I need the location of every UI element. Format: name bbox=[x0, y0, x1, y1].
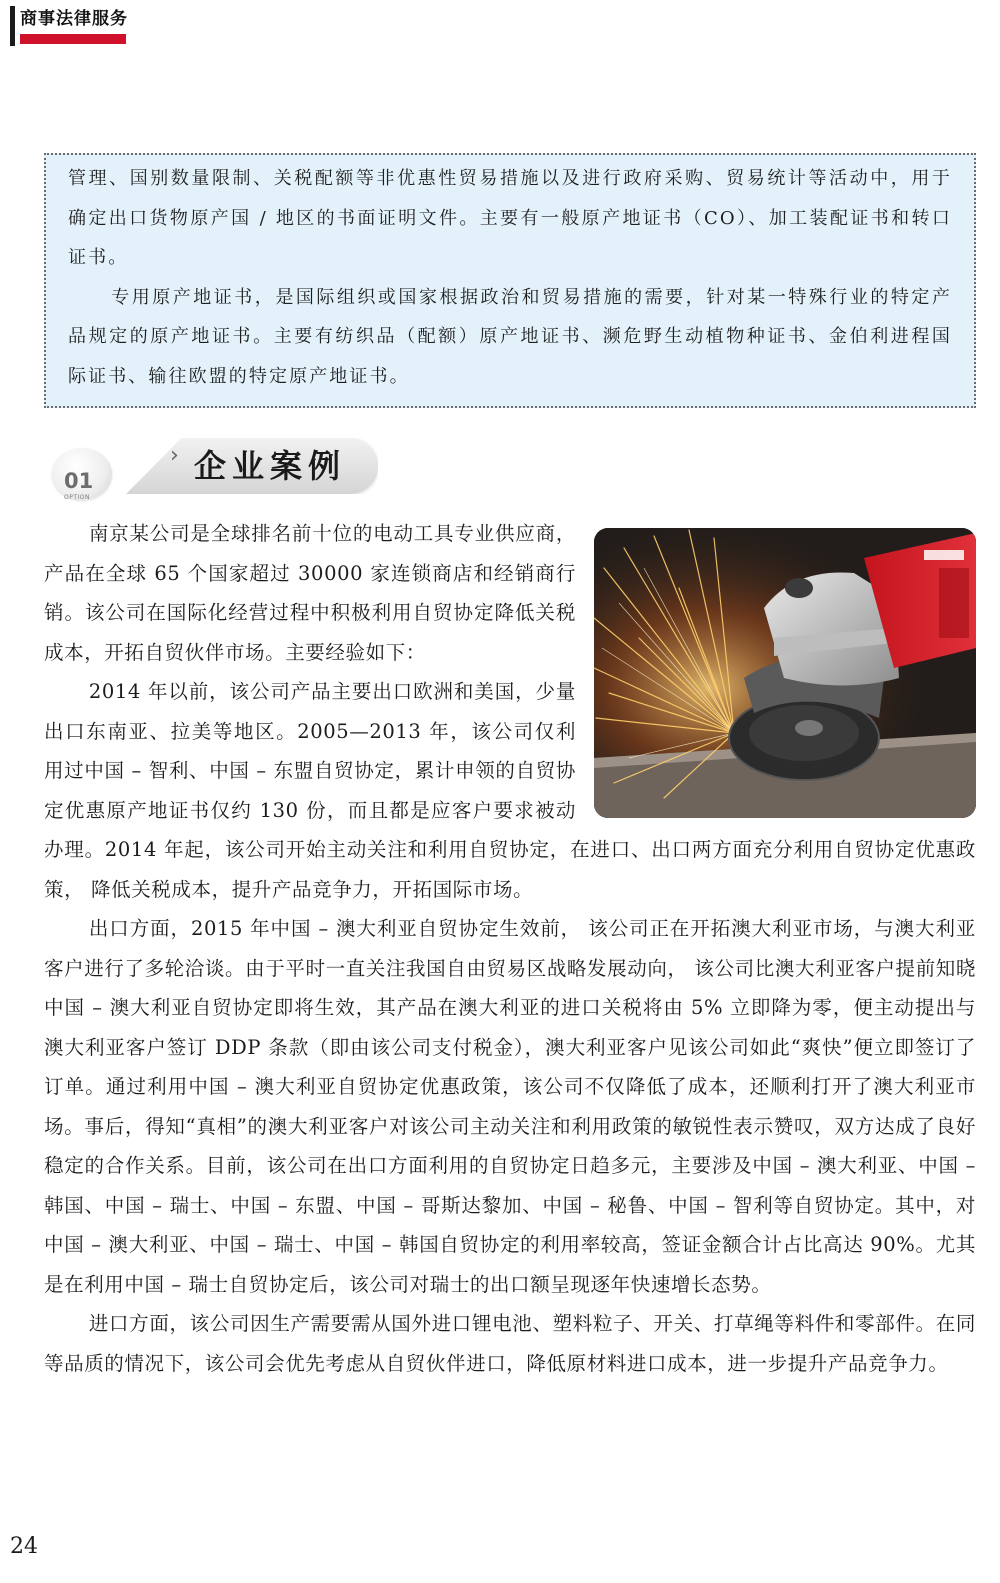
case-body-text bbox=[44, 514, 976, 1383]
header-accent-bar bbox=[20, 34, 126, 44]
chevron-right-icon: › bbox=[170, 443, 179, 468]
body-paragraph: 进口方面，该公司因生产需要需从国外进口锂电池、塑料粒子、开关、打草绳等料件和零部件。在同等品质的情况下，该公司会优先考虑从自贸伙伴进口，降低原材料进口成本，进一步提升产品竞争力。 bbox=[44, 1312, 976, 1375]
section-badge bbox=[52, 448, 112, 500]
section-title: 企业案例 bbox=[194, 447, 347, 485]
info-paragraph: 专用原产地证书，是国际组织或国家根据政治和贸易措施的需要，针对某一特殊行业的特定产品规定的原产地证书。主要有纺织品（配额）原产地证书、濒危野生动植物种证书、金伯利进程国际证书、输往欧盟的特定原产地证书。 bbox=[68, 286, 952, 387]
body-paragraph: 南京某公司是全球排名前十位的电动工具专业供应商，产品在全球 65 个国家超过 30000 家连锁商店和经销商行销。该公司在国际化经营过程中积极利用自贸协定降低关税成本，开拓自贸伙伴市场。主要经验如下： bbox=[44, 522, 576, 664]
section-banner bbox=[52, 438, 382, 502]
header-title: 商事法律服务 bbox=[20, 9, 128, 29]
header-bar bbox=[10, 6, 15, 46]
info-paragraph: 管理、国别数量限制、关税配额等非优惠性贸易措施以及进行政府采购、贸易统计等活动中，用于确定出口货物原产国 / 地区的书面证明文件。主要有一般原产地证书（CO）、加工装配证书和转口证书。 bbox=[68, 168, 952, 269]
section-number: 01 bbox=[64, 469, 94, 493]
body-paragraph: 2014 年以前，该公司产品主要出口欧洲和美国，少量出口东南亚、拉美等地区。2005—2013 年，该公司仅利用过中国 – 智利、中国 – 东盟自贸协定，累计申领的自贸协定优惠原产地证书仅约 130 份，而且都是应客户要求被动办理。2014 年起，该公司开始主动关注和利用自贸协定，在进口、出口两方面充分利用自贸协定优惠政策， 降低关税成本，提升产品竞争力，开拓国际市场。 bbox=[44, 680, 976, 901]
image-spacer bbox=[576, 514, 976, 826]
section-option-label: OPTION bbox=[64, 494, 90, 501]
page-number: 24 bbox=[10, 1534, 38, 1559]
body-paragraph: 出口方面，2015 年中国 – 澳大利亚自贸协定生效前， 该公司正在开拓澳大利亚市场，与澳大利亚客户进行了多轮洽谈。由于平时一直关注我国自由贸易区战略发展动向， 该公司比澳大利亚客户提前知晓中国 – 澳大利亚自贸协定即将生效，其产品在澳大利亚的进口关税将由 5% 立即降为零，便主动提出与澳大利亚客户签订 DDP 条款（即由该公司支付税金），澳大利亚客户见该公司如此“爽快”便立即签订了订单。通过利用中国 – 澳大利亚自贸协定优惠政策，该公司不仅降低了成本，还顺利打开了澳大利亚市场。事后，得知“真相”的澳大利亚客户对该公司主动关注和利用政策的敏锐性表示赞叹，双方达成了良好稳定的合作关系。目前，该公司在出口方面利用的自贸协定日趋多元，主要涉及中国 – 澳大利亚、中国 – 韩国、中国 – 瑞士、中国 – 东盟、中国 – 哥斯达黎加、中国 – 秘鲁、中国 – 智利等自贸协定。其中，对中国 – 澳大利亚、中国 – 瑞士、中国 – 韩国自贸协定的利用率较高，签证金额合计占比高达 90%。尤其是在利用中国 – 瑞士自贸协定后，该公司对瑞士的出口额呈现逐年快速增长态势。 bbox=[44, 917, 977, 1296]
info-box bbox=[44, 153, 976, 408]
